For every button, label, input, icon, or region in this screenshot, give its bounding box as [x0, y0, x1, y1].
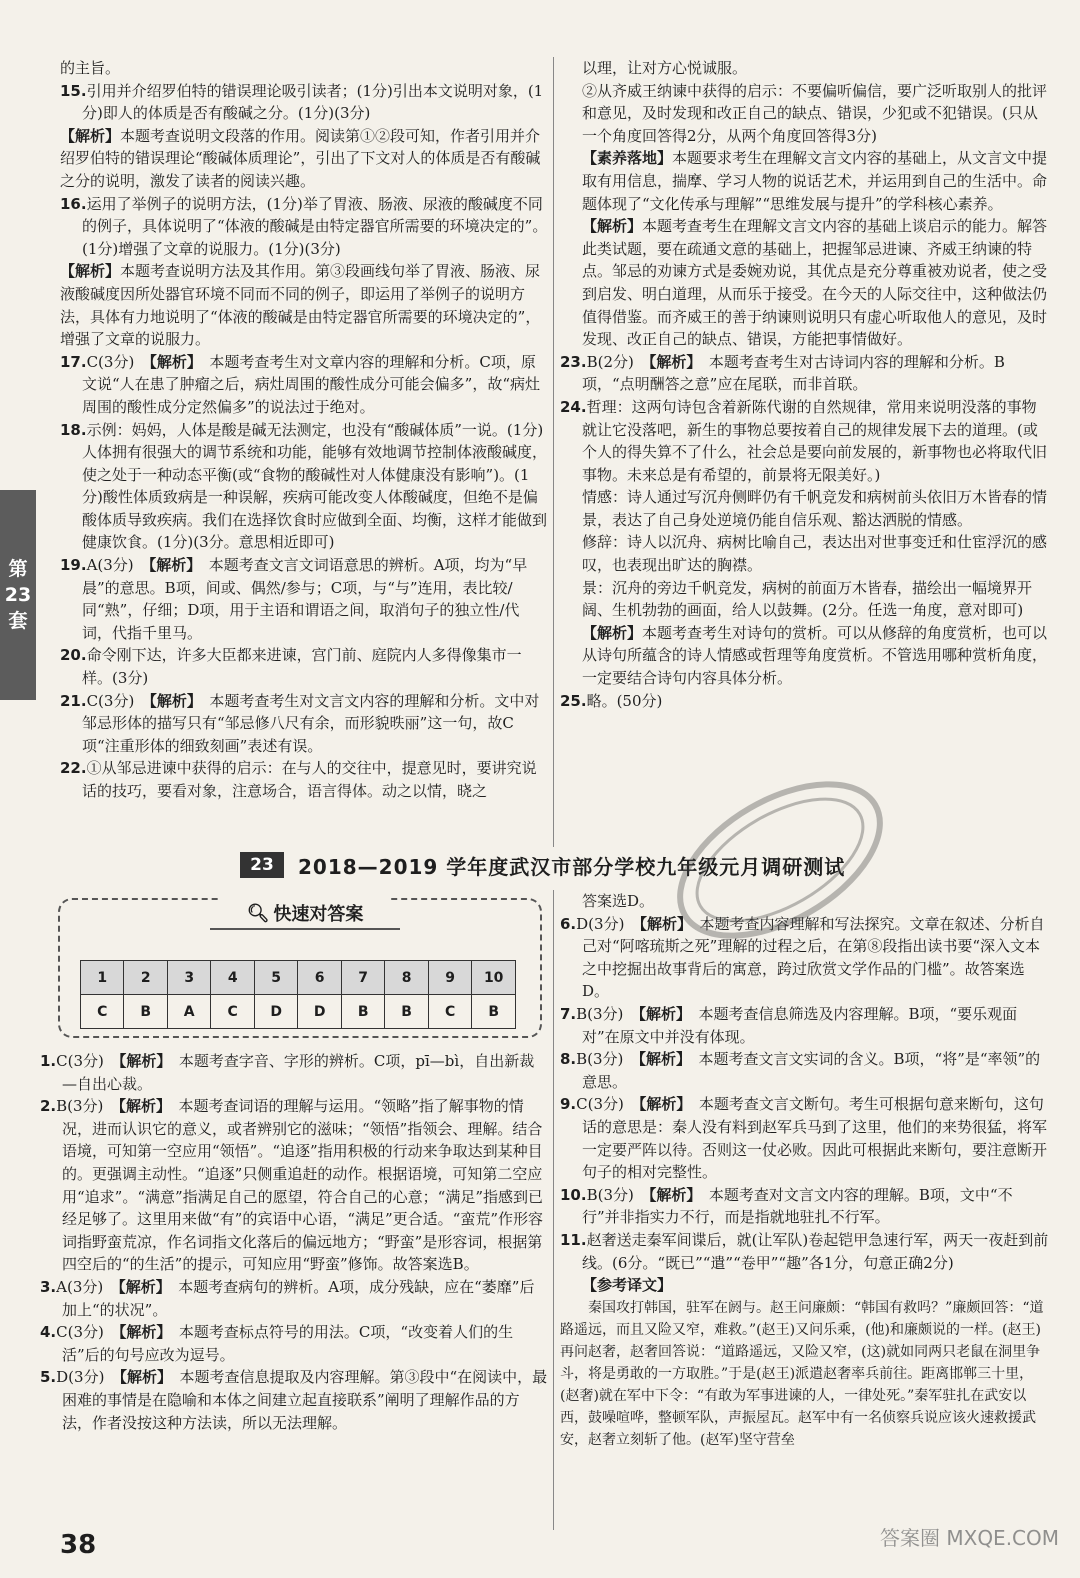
item-tag: 【解析】: [582, 217, 643, 236]
side-tab-char-3: 套: [8, 610, 28, 632]
item-text: 本题考查说明方法及其作用。第③段画线句举了胃液、肠液、尿液酸碱度因所处器官环境不同而不同的例子，即运用了举例子的说明方法，具体有力地说明了“体液的酸碱是由特定器官所需要的环境决定的”，增强了文章的说服力。: [60, 262, 541, 349]
item-number: 6.: [560, 914, 577, 933]
item-text: 略。(50分): [586, 691, 663, 710]
item-tag: 【解析】: [149, 691, 195, 710]
answer-number-cell: 2: [124, 961, 167, 995]
item-number: 19.: [60, 556, 87, 575]
item-number: 23.: [560, 352, 587, 371]
answer-item: [60, 260, 548, 350]
bottom-left-column: [40, 1050, 548, 1520]
answer-letter-cell: C: [211, 995, 254, 1029]
item-number: 20.: [60, 646, 87, 665]
item-tag: 【解析】: [118, 1052, 164, 1070]
answer-item: [60, 57, 548, 80]
item-text: ①从邹忌进谏中获得的启示：在与人的交往中，提意见时，要讲究说话的技巧，要看对象，注意场合，语言得体。动之以情，晓之: [82, 759, 537, 800]
item-number: 5.: [40, 1368, 57, 1387]
answer-number-cell: 3: [167, 961, 210, 995]
item-number: 15.: [60, 81, 87, 100]
item-text: D(3分): [56, 1368, 105, 1387]
column-divider-bottom: [553, 890, 554, 1530]
item-text: 景：沉舟的旁边千帆竞发，病树的前面万木皆春，描绘出一幅境界开阔、生机勃勃的画面，给人以鼓舞。(2分。任选一角度，意对即可): [582, 578, 1033, 620]
item-text: 哲理：这两句诗包含着新陈代谢的自然规律，常用来说明没落的事物就让它没落吧，新生的事物总要按着自己的规律发展下去的道理。(或个人的得失算不了什么，社会总是要向前发展的，新事物也必将取代旧事物。未来总是有希望的，前景将无限美好。): [582, 397, 1048, 484]
item-text: 本题考查考生对文章内容的理解和分析。C项，原文说“人在患了肿瘤之后，病灶周围的酸性成分可能会偏多”，故“病灶周围的酸性成分定然偏多”的说法过于绝对。: [82, 352, 541, 416]
answer-item: [60, 554, 548, 644]
item-number: 4.: [40, 1323, 57, 1342]
answer-item: [560, 622, 1050, 690]
item-text: 本题考查文言文词语意思的辨析。A项，均为“早晨”的意思。B项，间或、偶然/参与；C项，与“与”连用，表比较/同“熟”，仔细；D项，用于主语和谓语之间，取消句子的独立性/代词，代指千里马。: [82, 556, 528, 642]
item-text: 本题要求考生在理解文言文内容的基础上，从文言文中提取有用信息，揣摩、学习人物的说话艺术，并运用到自己的生活中。命题体现了“文化传承与理解”“思维发展与提升”的学科核心素养。: [582, 149, 1048, 213]
item-number: 1.: [40, 1052, 57, 1070]
answer-item: [560, 57, 1050, 80]
answer-item: [560, 147, 1050, 215]
item-text: 情感：诗人通过写沉舟侧畔仍有千帆竞发和病树前头依旧万木皆春的情景，表达了自己身处逆境仍能自信乐观、豁达洒脱的情感。: [582, 488, 1048, 529]
bottom-right-column: [560, 890, 1050, 1530]
item-tag: 【解析】: [648, 1185, 694, 1204]
reference-translation: [560, 1297, 1050, 1451]
answer-item: [560, 890, 1050, 913]
reference-translation-text: 秦国攻打韩国，驻军在阏与。赵王问廉颇：“韩国有救吗？”廉颇回答：“道路遥远，而且又险又窄，难救。”(赵王)又问乐乘，(他)和廉颇说的一样。(赵王)再问赵奢，赵奢回答说：“道路遥远，又险又窄，(这)就如同两只老鼠在洞里争斗，将是勇敢的一方取胜。”于是(赵王)派遣赵奢率兵前往。距离邯郸三十里，(赵奢)就在军中下令：“有敢为军事进谏的人，一律处死。”秦军驻扎在武安以西，鼓噪喧哗，整顿军队，声振屋瓦。赵军中有一名侦察兵说应该火速救援武安，赵奢立刻斩了他。(赵军)坚守营垒: [560, 1299, 1044, 1448]
section-title: 2018—2019 学年度武汉市部分学校九年级元月调研测试: [298, 854, 846, 879]
item-number: 17.: [60, 352, 87, 371]
item-number: 11.: [560, 1230, 587, 1249]
answer-item: [560, 531, 1050, 576]
item-tag: 【解析】: [118, 1323, 164, 1342]
answer-item: [60, 80, 548, 125]
answer-item: [60, 125, 548, 193]
item-number: 7.: [560, 1004, 577, 1023]
answer-item: [560, 1274, 1050, 1297]
item-text: 本题考查字音、字形的辨析。C项，pī—bì，自出新裁—自出心裁。: [62, 1052, 535, 1093]
item-number: 21.: [60, 691, 87, 710]
item-text: 的主旨。: [60, 59, 121, 77]
item-tag: 【解析】: [638, 1050, 684, 1069]
answer-letter-cell: B: [385, 995, 428, 1029]
top-left-column: [60, 57, 548, 845]
item-text: C(3分): [56, 1323, 104, 1342]
item-text: 引用并介绍罗伯特的错误理论吸引读者；(1分)引出本文说明对象，(1分)即人的体质是否有酸碱之分。(1分)(3分): [82, 81, 544, 123]
item-tag: 【参考译文】: [582, 1276, 673, 1295]
answer-number-cell: 10: [472, 961, 516, 995]
site-watermark: 答案圈 MXQE.COM: [880, 1526, 1060, 1550]
item-text: B(3分): [56, 1097, 104, 1116]
item-text: B(3分): [576, 1004, 624, 1023]
answer-item: [40, 1276, 548, 1321]
item-text: 命令刚下达，许多大臣都来进谏，宫门前、庭院内人多得像集市一样。(3分): [82, 646, 522, 688]
answer-item: [560, 1003, 1050, 1048]
item-text: 本题考查文言文断句。考生可根据句意来断句，这句话的意思是：秦人没有料到赵军兵马到了这里，他们的来势很猛，将军一定要严阵以待。否则这一仗必败。因此可根据此来断句，要注意断开句子的相对完整性。: [582, 1095, 1048, 1182]
item-number: 9.: [560, 1095, 577, 1114]
page-number: 38: [60, 1530, 97, 1560]
section-number: 23: [240, 852, 284, 878]
answer-item: [560, 690, 1050, 713]
item-text: 赵奢送走秦军间谍后，就(让军队)卷起铠甲急速行军，两天一夜赶到前线。(6分。“既已”“遣”“卷甲”“趣”各1分，句意正确2分): [582, 1230, 1049, 1272]
answer-letter-cell: D: [298, 995, 341, 1029]
item-text: 本题考查考生对古诗词内容的理解和分析。B项，“点明酬答之意”应在尾联，而非首联。: [582, 352, 1005, 394]
answer-number-cell: 9: [428, 961, 471, 995]
answer-item: [60, 351, 548, 419]
section-header: [240, 848, 900, 882]
item-text: C(3分): [86, 691, 135, 710]
quick-answer-title-text: 快速对答案: [273, 904, 364, 925]
item-tag: 【解析】: [118, 1277, 164, 1296]
item-number: 22.: [60, 759, 87, 778]
answer-item: [60, 193, 548, 261]
item-number: 2.: [40, 1097, 57, 1116]
item-tag: 【素养落地】: [582, 149, 673, 168]
item-tag: 【解析】: [149, 352, 195, 371]
item-number: 3.: [40, 1277, 57, 1296]
column-divider: [553, 57, 554, 847]
search-icon: 🔍︎: [246, 902, 270, 924]
answer-table: [80, 960, 516, 1029]
item-tag: 【解析】: [638, 1095, 684, 1114]
item-tag: 【解析】: [119, 1368, 165, 1387]
answer-letter-cell: C: [428, 995, 471, 1029]
item-tag: 【解析】: [648, 352, 694, 371]
item-text: 本题考查病句的辨析。A项，成分残缺，应在“萎靡”后加上“的状况”。: [62, 1277, 535, 1319]
item-text: 本题考查内容理解和写法探究。文章在叙述、分析自己对“阿喀琉斯之死”理解的过程之后，在第⑧段指出读书要“深入文本之中挖掘出故事背后的寓意，跨过欣赏文学作品的门槛”。故答案选D。: [582, 914, 1045, 1001]
quick-answer-box: [58, 898, 542, 1038]
item-tag: 【解析】: [639, 914, 685, 933]
item-text: 答案选D。: [582, 892, 655, 910]
quick-answer-title: [220, 898, 390, 928]
answer-item: [560, 577, 1050, 622]
answer-item: [40, 1366, 548, 1434]
item-text: B(2分): [586, 352, 634, 371]
answer-item: [560, 1184, 1050, 1229]
answer-item: [60, 419, 548, 555]
answer-item: [560, 913, 1050, 1003]
answer-letter-cell: D: [254, 995, 297, 1029]
side-tab: [0, 490, 36, 700]
answer-item: [560, 80, 1050, 148]
answer-number-cell: 8: [385, 961, 428, 995]
item-text: C(3分): [576, 1095, 624, 1114]
answer-number-cell: 6: [298, 961, 341, 995]
item-text: 本题考查信息筛选及内容理解。B项，“要乐观面对”在原文中并没有体现。: [582, 1004, 1018, 1046]
item-text: 运用了举例子的说明方法，(1分)举了胃液、肠液、尿液的酸碱度不同的例子，具体说明了“体液的酸碱是由特定器官所需要的环境决定的”。(1分)增强了文章的说服力。(1分)(3分): [82, 194, 548, 258]
answer-number-cell: 7: [341, 961, 384, 995]
item-tag: 【解析】: [60, 262, 121, 281]
answer-item: [560, 1093, 1050, 1183]
item-number: 24.: [560, 397, 587, 416]
answer-number-cell: 5: [254, 961, 297, 995]
answer-item: [60, 644, 548, 689]
answer-letter-cell: A: [167, 995, 210, 1029]
item-text: C(3分): [56, 1052, 104, 1070]
answer-item: [560, 486, 1050, 531]
item-text: 本题考查对文言文内容的理解。B项，文中“不行”并非指实力不行，而是指就地驻扎不行军。: [582, 1185, 1013, 1227]
item-text: A(3分): [56, 1277, 104, 1296]
answer-number-cell: 4: [211, 961, 254, 995]
item-number: 8.: [560, 1050, 577, 1069]
answer-item: [560, 396, 1050, 486]
item-number: 10.: [560, 1185, 587, 1204]
bottom-right-items: [560, 890, 1050, 1297]
item-number: 16.: [60, 194, 87, 213]
item-tag: 【解析】: [582, 623, 643, 642]
answer-item: [40, 1321, 548, 1366]
item-text: 修辞：诗人以沉舟、病树比喻自己，表达出对世事变迁和仕宦浮沉的感叹，也表现出旷达的胸襟。: [582, 533, 1048, 575]
item-text: 示例：妈妈，人体是酸是碱无法测定，也没有“酸碱体质”一说。(1分)人体拥有很强大的调节系统和功能，能够有效地调节控制体液酸碱度，使之处于一种动态平衡(或“食物的酸碱性对人体健康没有影响”)。(1分)酸性体质致病是一种误解，疾病可能改变人体酸碱度，但绝不是偏酸体质导致疾病。我们在选择饮食时应做到全面、均衡，这样才能做到健康饮食。(1分)(3分。意思相近即可): [82, 420, 548, 552]
answer-table-numbers: [81, 961, 516, 995]
item-tag: 【解析】: [118, 1097, 164, 1116]
side-tab-char-1: 第: [8, 558, 28, 580]
answer-item: [60, 757, 548, 802]
answer-item: [560, 351, 1050, 396]
item-number: 25.: [560, 691, 587, 710]
item-tag: 【解析】: [148, 556, 194, 575]
item-text: 本题考查文言文实词的含义。B项，“将”是“率领”的意思。: [582, 1050, 1041, 1091]
answer-item: [40, 1095, 548, 1276]
answer-letter-cell: C: [81, 995, 124, 1029]
item-text: B(3分): [576, 1050, 624, 1069]
quick-title-underline: [210, 928, 400, 930]
answer-letter-cell: B: [124, 995, 167, 1029]
item-text: C(3分): [86, 352, 135, 371]
item-text: 以理，让对方心悦诚服。: [582, 59, 748, 77]
answer-item: [560, 215, 1050, 351]
answer-number-cell: 1: [81, 961, 124, 995]
side-tab-char-2: 23: [4, 584, 32, 606]
item-text: 本题考查考生对文言文内容的理解和分析。文中对邹忌形体的描写只有“邹忌修八尺有余，而形貌昳丽”这一句，故C项“注重形体的细致刻画”表述有误。: [82, 691, 540, 755]
item-text: B(3分): [586, 1185, 634, 1204]
item-text: A(3分): [86, 556, 134, 575]
answer-letter-cell: B: [472, 995, 516, 1029]
item-text: 本题考查词语的理解与运用。“领略”指了解事物的情况，进而认识它的意义，或者辨别它的滋味；“领悟”指领会、理解。结合语境，可知第一空应用“领悟”。“追逐”指用积极的行动来争取达到某种目的。更强调主动性。“追逐”只侧重追赶的动作。根据语境，可知第二空应用“追求”。“满意”指满足自己的愿望，符合自己的心意；“满足”指感到已经足够了。这里用来做“有”的宾语中心语，“满足”更合适。“蛮荒”作形容词指野蛮荒凉，作名词指文化落后的偏远地方；“野蛮”是形容词，根据第四空后的“的生活”的提示，可知应用“野蛮”修饰。故答案选B。: [62, 1097, 544, 1274]
item-text: 本题考查标点符号的用法。C项，“改变着人们的生活”后的句号应改为逗号。: [62, 1323, 514, 1364]
item-text: 本题考查考生在理解文言文内容的基础上谈启示的能力。解答此类试题，要在疏通文意的基础上，把握邹忌进谏、齐威王纳谏的特点。邹忌的劝谏方式是委婉劝说，其优点是充分尊重被劝说者，使之受到启发、明白道理，从而乐于接受。在今天的人际交往中，这种做法仍值得借鉴。而齐威王的善于纳谏则说明只有虚心听取他人的意见，及时发现、改正自己的缺点、错误，方能把事情做好。: [582, 217, 1048, 349]
answer-item: [40, 1050, 548, 1095]
item-tag: 【解析】: [60, 126, 121, 145]
top-right-column: [560, 57, 1050, 845]
answer-item: [560, 1048, 1050, 1093]
answer-item: [560, 1229, 1050, 1274]
answer-table-answers: [81, 995, 516, 1029]
item-text: ②从齐威王纳谏中获得的启示：不要偏听偏信，要广泛听取别人的批评和意见，及时发现和改正自己的缺点、错误，少犯或不犯错误。(只从一个角度回答得2分，从两个角度回答得3分): [582, 81, 1048, 145]
answer-letter-cell: B: [341, 995, 384, 1029]
item-text: 本题考查考生对诗句的赏析。可以从修辞的角度赏析，也可以从诗句所蕴含的诗人情感或哲理等角度赏析。不管选用哪种赏析角度，一定要结合诗句内容具体分析。: [582, 623, 1048, 688]
item-tag: 【解析】: [638, 1004, 684, 1023]
item-text: 本题考查信息提取及内容理解。第③段中“在阅读中，最困难的事情是在隐喻和本体之间建立起直接联系”阐明了理解作品的方法，作者没按这种方法读，所以无法理解。: [62, 1368, 548, 1432]
item-text: 本题考查说明文段落的作用。阅读第①②段可知，作者引用并介绍罗伯特的错误理论“酸碱体质理论”，引出了下文对人的体质是否有酸碱之分的说明，激发了读者的阅读兴趣。: [60, 126, 541, 190]
item-number: 18.: [60, 420, 87, 439]
item-text: D(3分): [576, 914, 625, 933]
answer-item: [60, 690, 548, 758]
